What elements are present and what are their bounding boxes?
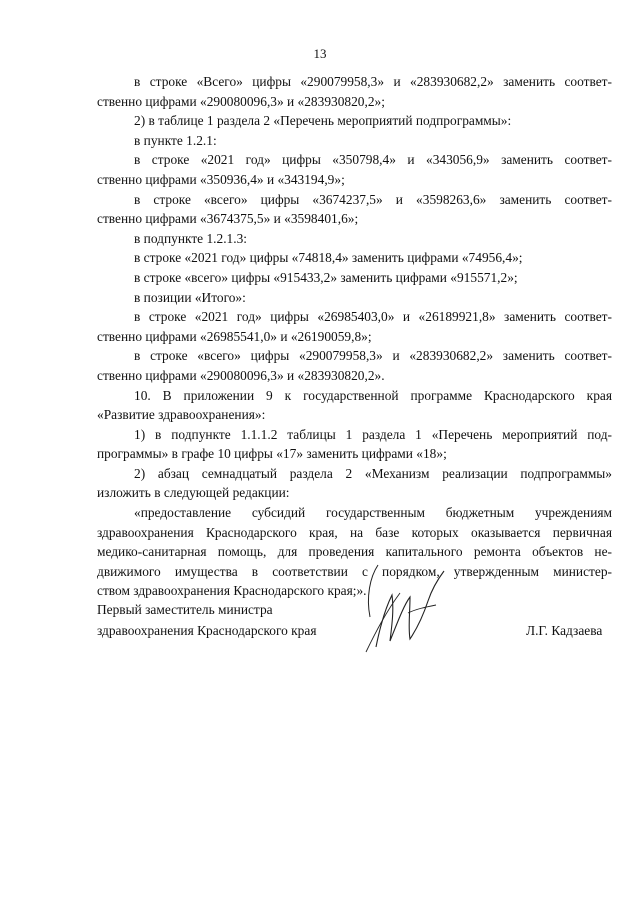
- text-line: в позиции «Итого»:: [134, 289, 246, 305]
- text-line: 2) абзац семнадцатый раздела 2 «Механизм реализации подпрограммы»: [134, 465, 612, 481]
- handwritten-signature: [348, 557, 458, 657]
- text-line: программы» в графе 10 цифры «17» заменить цифрами «18»;: [97, 446, 447, 462]
- text-line: «предоставление субсидий государственным бюджетным учреждениям: [134, 505, 612, 521]
- text-line: «Развитие здравоохранения»:: [97, 407, 266, 423]
- text-line: ством здравоохранения Краснодарского края;».: [97, 583, 367, 599]
- text-line: в строке «Всего» цифры «290079958,3» и «283930682,2» заменить соответ-: [134, 74, 612, 89]
- signatory-title-line1: Первый заместитель министра: [97, 602, 273, 617]
- document-body: [97, 72, 612, 601]
- text-line: в подпункте 1.2.1.3:: [134, 230, 248, 246]
- text-line: в строке «2021 год» цифры «26985403,0» и «26189921,8» заменить соответ-: [134, 309, 612, 325]
- signatory-title: [97, 599, 316, 641]
- signatory-title-line2: здравоохранения Краснодарского края: [97, 623, 317, 638]
- text-line: 2) в таблице 1 раздела 2 «Перечень мероприятий подпрограммы»:: [134, 113, 512, 129]
- text-line: движимого имущества в соответствии с порядком, утвержденным министер-: [97, 563, 612, 579]
- text-line: 10. В приложении 9 к государственной программе Краснодарского края: [134, 387, 612, 403]
- text-line: в строке «2021 год» цифры «350798,4» и «343056,9» заменить соответ-: [134, 152, 612, 168]
- text-line: в пункте 1.2.1:: [134, 132, 217, 148]
- text-line: в строке «всего» цифры «290079958,3» и «283930682,2» заменить соответ-: [134, 348, 612, 364]
- text-line: здравоохранения Краснодарского края, на базе которых оказывается первичная: [97, 524, 612, 540]
- text-line: в строке «всего» цифры «915433,2» заменить цифрами «915571,2»;: [134, 269, 518, 285]
- text-line: ственно цифрами «26985541,0» и «26190059,8»;: [97, 328, 372, 344]
- text-line: ственно цифрами «290080096,3» и «283930820,2».: [97, 367, 385, 383]
- text-line: в строке «2021 год» цифры «74818,4» заменить цифрами «74956,4»;: [134, 250, 523, 266]
- page-number: 13: [313, 46, 327, 61]
- text-line: медико-санитарная помощь, для проведения капитального ремонта объектов не-: [97, 544, 612, 560]
- text-line: ственно цифрами «3674375,5» и «3598401,6»;: [97, 211, 359, 227]
- text-line: в строке «всего» цифры «3674237,5» и «3598263,6» заменить соответ-: [134, 191, 612, 207]
- text-line: изложить в следующей редакции:: [97, 485, 290, 501]
- text-line: 1) в подпункте 1.1.1.2 таблицы 1 раздела 1 «Перечень мероприятий под-: [134, 426, 612, 442]
- text-line: ственно цифрами «290080096,3» и «283930820,2»;: [97, 93, 385, 109]
- text-line: ственно цифрами «350936,4» и «343194,9»;: [97, 171, 345, 187]
- signatory-name: Л.Г. Кадзаева: [526, 623, 603, 638]
